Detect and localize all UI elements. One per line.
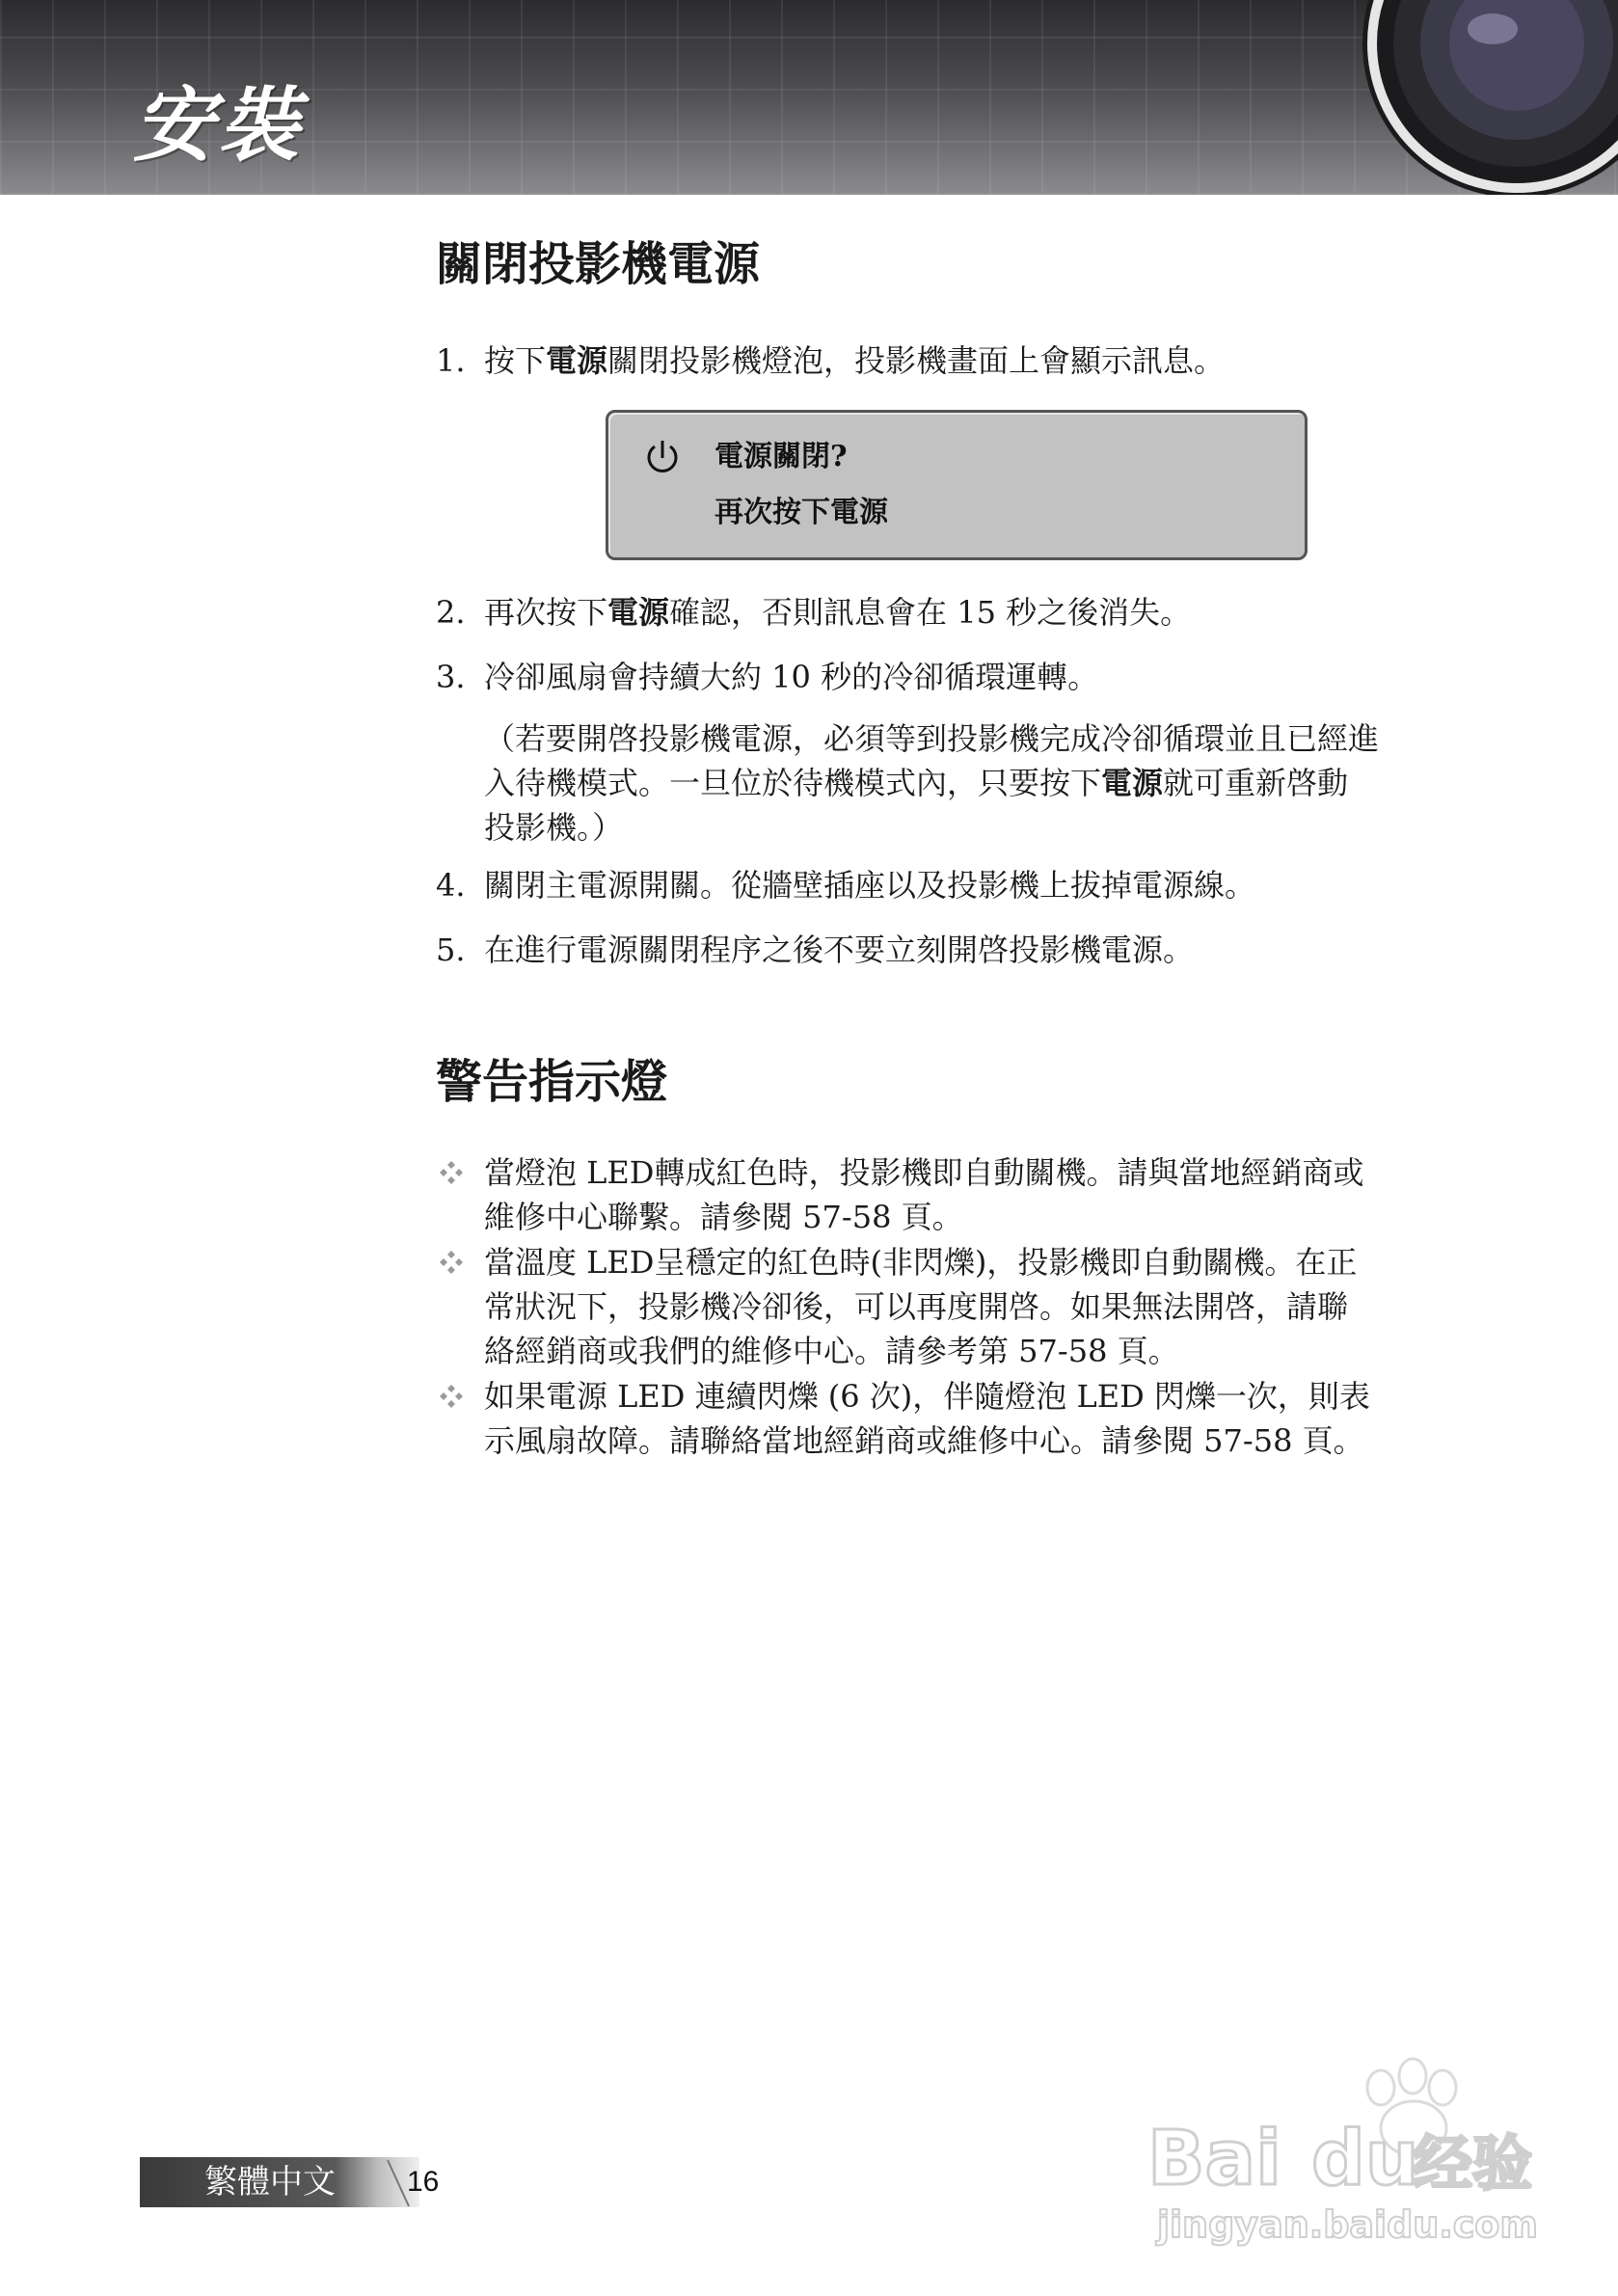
diamond-cluster-icon (438, 1249, 465, 1276)
step-text: 冷卻風扇會持續大約 10 秒的冷卻循環運轉。 (484, 659, 1099, 695)
power-off-message-box (606, 410, 1308, 560)
page-number: 16 (407, 2166, 440, 2198)
message-line-1: 電源關閉? (715, 440, 848, 473)
page-title: 安裝 (133, 78, 304, 173)
bullet-line: 當溫度 LED呈穩定的紅色時(非閃爍)，投影機即自動關機。在正 (484, 1244, 1358, 1281)
bullet-line: 常狀況下，投影機冷卻後，可以再度開啓。如果無法開啓，請聯 (484, 1288, 1349, 1325)
header-banner (0, 0, 1618, 195)
bullet-line: 絡經銷商或我們的維修中心。請參考第 57-58 頁。 (484, 1333, 1179, 1369)
baidu-jingyan-watermark (1138, 2039, 1543, 2252)
step-text-post: 確認，否則訊息會在 15 秒之後消失。 (669, 594, 1192, 631)
step-text-pre: 再次按下 (484, 594, 608, 631)
note-line-3: 投影機。） (484, 809, 624, 846)
restart-note (484, 716, 1516, 850)
section-heading-warning: 警告指示燈 (436, 1055, 668, 1109)
step-text-pre: 按下 (484, 342, 547, 379)
watermark-url: jingyan.baidu.com (1157, 2203, 1538, 2246)
step-text: 關閉主電源開關。從牆壁插座以及投影機上拔掉電源線。 (484, 867, 1256, 904)
step-number: 1. (436, 342, 466, 379)
section-heading-power-off: 關閉投影機電源 (436, 237, 761, 291)
watermark-cn: 经验 (1413, 2128, 1533, 2199)
power-keyword: 電源 (546, 342, 608, 379)
power-icon (643, 438, 682, 476)
note-line-2-post: 就可重新啓動 (1163, 765, 1349, 801)
note-line-1: （若要開啓投影機電源，必須等到投影機完成冷卻循環並且已經進 (484, 720, 1380, 757)
watermark-brand-2: du (1311, 2116, 1419, 2202)
step-number: 2. (436, 594, 466, 631)
message-line-2: 再次按下電源 (715, 496, 888, 529)
watermark-brand: Bai (1147, 2116, 1281, 2202)
bullet-line: 如果電源 LED 連續閃爍 (6 次)，伴隨燈泡 LED 閃爍一次，則表 (484, 1378, 1370, 1415)
diamond-cluster-icon (438, 1159, 465, 1186)
footer-language: 繁體中文 (204, 2163, 336, 2201)
step-text (484, 338, 1516, 383)
step-number: 5. (436, 932, 466, 968)
power-keyword: 電源 (607, 594, 670, 631)
power-keyword: 電源 (1101, 765, 1164, 801)
note-line-2 (484, 761, 1516, 805)
step-text-post: 關閉投影機燈泡，投影機畫面上會顯示訊息。 (607, 342, 1226, 379)
bullet-line: 當燈泡 LED轉成紅色時，投影機即自動關機。請與當地經銷商或 (484, 1154, 1364, 1191)
bullet-line: 維修中心聯繫。請參閱 57-58 頁。 (484, 1199, 963, 1235)
step-number: 3. (436, 659, 466, 695)
lens-graphic (1358, 0, 1618, 195)
step-text: 在進行電源關閉程序之後不要立刻開啓投影機電源。 (484, 932, 1195, 968)
bullet-line: 示風扇故障。請聯絡當地經銷商或維修中心。請參閱 57-58 頁。 (484, 1422, 1364, 1459)
note-line-2-pre: 入待機模式。一旦位於待機模式內，只要按下 (484, 765, 1102, 801)
step-text (484, 590, 1516, 635)
step-number: 4. (436, 867, 466, 904)
diamond-cluster-icon (438, 1383, 465, 1410)
